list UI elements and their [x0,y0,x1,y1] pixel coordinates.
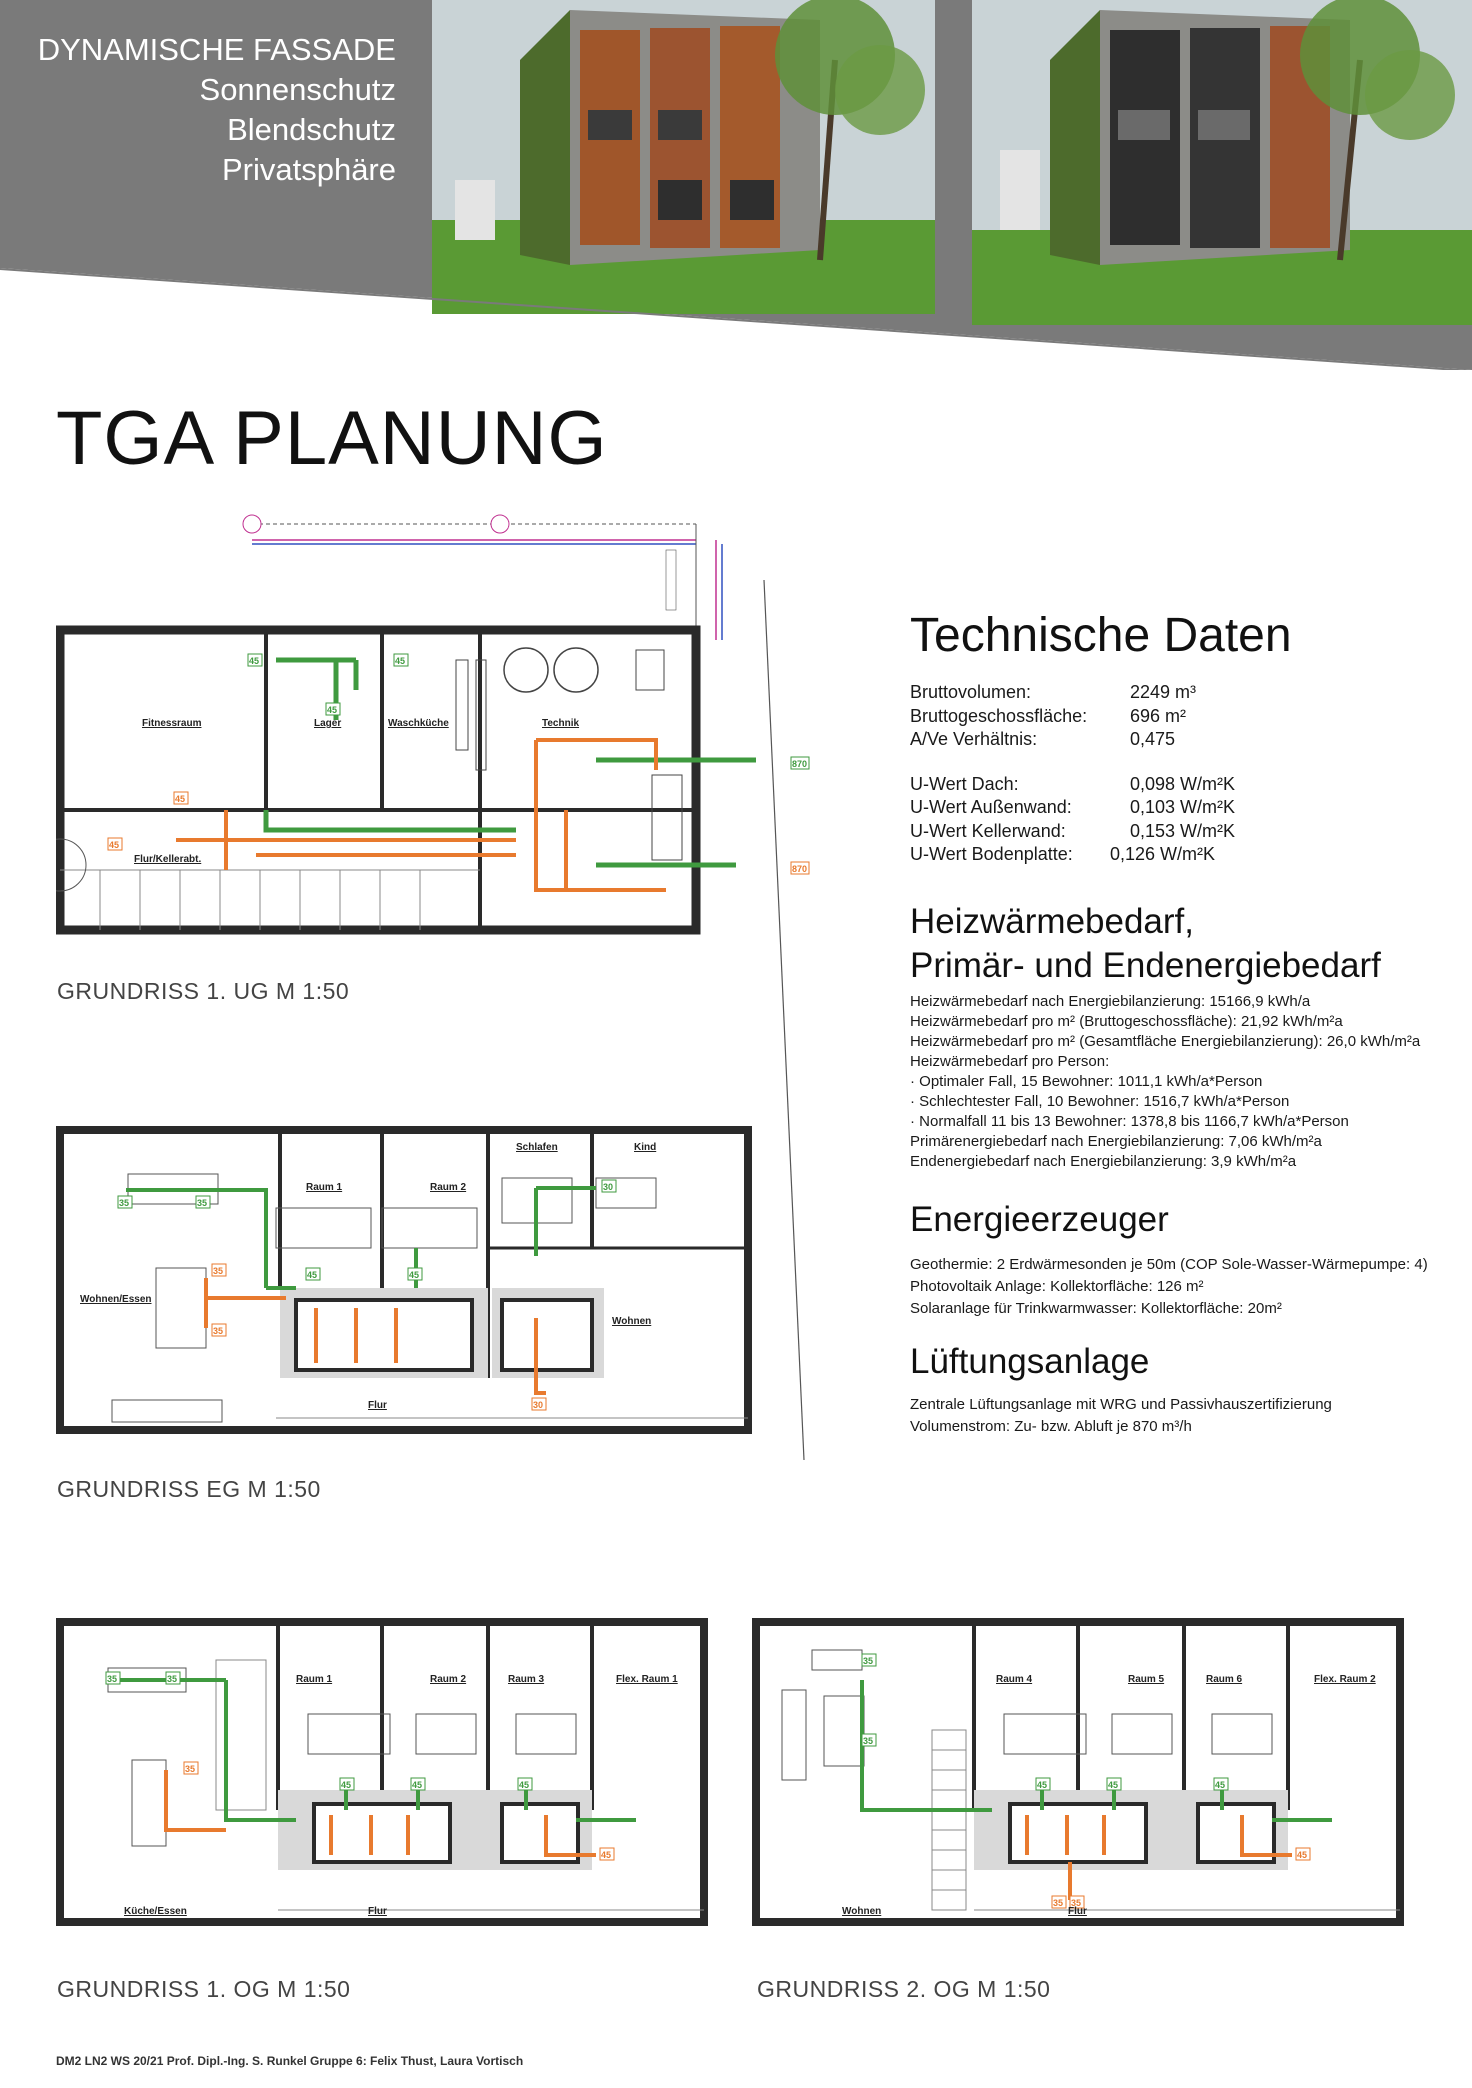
og2-room-label: Raum 6 [1206,1674,1243,1685]
text-line: Heizwärmebedarf pro Person: [910,1053,1110,1070]
text-line: Endenergiebedarf nach Energiebilanzierung: 3,9 kWh/m²a [910,1153,1297,1170]
technische-daten-section [910,608,1470,867]
svg-text:30: 30 [533,1400,544,1410]
og1-room-label: Küche/Essen [124,1906,187,1917]
svg-text:35: 35 [1071,1898,1082,1908]
svg-text:45: 45 [1215,1780,1226,1790]
og2-room-label: Flex. Raum 2 [1314,1674,1376,1685]
text-line: Heizwärmebedarf nach Energiebilanzierung: 15166,9 kWh/a [910,993,1311,1010]
og2-room-label: Wohnen [842,1906,882,1917]
svg-text:35: 35 [863,1736,874,1746]
data-row: A/Ve Verhältnis: 0,475 [910,729,1176,749]
text-line: Solaranlage für Trinkwarmwasser: Kollektorfläche: 20m² [910,1300,1282,1317]
heizwaerme-section [910,900,1470,1172]
svg-text:35: 35 [107,1674,118,1684]
banner-line-3: Blendschutz [227,112,396,147]
svg-text:870: 870 [792,864,808,874]
og1-room-label: Flex. Raum 1 [616,1674,678,1685]
text-line: · Normalfall 11 bis 13 Bewohner: 1378,8 bis 1166,7 kWh/a*Person [910,1113,1349,1130]
og1-room-label: Flur [368,1906,387,1917]
svg-text:35: 35 [119,1198,130,1208]
og1-room-label: Raum 1 [296,1674,333,1685]
svg-text:30: 30 [603,1182,614,1192]
data-row: U-Wert Außenwand: 0,103 W/m²K [910,797,1236,817]
eg-room-label: Kind [634,1142,657,1153]
text-line: Geothermie: 2 Erdwärmesonden je 50m (COP Sole-Wasser-Wärmepumpe: 4) [910,1256,1428,1273]
svg-text:35: 35 [863,1656,874,1666]
ug-room-label: Lager [314,718,342,729]
floorplan-ug [56,510,826,960]
text-line: Heizwärmebedarf pro m² (Gesamtfläche Energiebilanzierung): 26,0 kWh/m²a [910,1033,1421,1050]
section-heading: Lüftungsanlage [910,1342,1150,1381]
caption-eg: GRUNDRISS EG M 1:50 [57,1476,321,1502]
og1-room-label: Raum 2 [430,1674,467,1685]
data-row: U-Wert Kellerwand: 0,153 W/m²K [910,820,1236,841]
svg-text:45: 45 [409,1270,420,1280]
text-line: · Optimaler Fall, 15 Bewohner: 1011,1 kWh/a*Person [910,1073,1263,1090]
energieerzeuger-section [910,1198,1470,1320]
facade-render-2 [972,0,1472,325]
data-row: Bruttogeschossfläche: 696 m² [910,705,1187,726]
caption-og2: GRUNDRISS 2. OG M 1:50 [757,1976,1051,2002]
svg-text:45: 45 [341,1780,352,1790]
svg-text:45: 45 [412,1780,423,1790]
og2-room-label: Flur [1068,1906,1087,1917]
ug-room-label: Fitnessraum [142,718,202,729]
svg-text:45: 45 [395,656,406,666]
banner-line-4: Privatsphäre [221,152,396,187]
og1-room-label: Raum 3 [508,1674,545,1685]
svg-text:45: 45 [307,1270,318,1280]
svg-text:35: 35 [185,1764,196,1774]
banner-title-block [38,30,396,190]
ug-room-label: Waschküche [388,718,449,729]
banner-line-2: Sonnenschutz [199,72,396,107]
ug-room-label: Flur/Kellerabt. [134,854,202,865]
data-row: U-Wert Bodenplatte: 0,126 W/m²K [910,844,1216,864]
eg-room-label: Flur [368,1400,387,1411]
og2-room-label: Raum 4 [996,1674,1033,1685]
text-line: Photovoltaik Anlage: Kollektorfläche: 126 m² [910,1278,1204,1295]
svg-text:45: 45 [109,840,120,850]
text-line: · Schlechtester Fall, 10 Bewohner: 1516,7 kWh/a*Person [910,1093,1290,1110]
svg-text:45: 45 [175,794,186,804]
svg-text:35: 35 [213,1326,224,1336]
floorplan-og1 [56,1610,716,1950]
svg-text:45: 45 [327,705,338,715]
footer-credits: DM2 LN2 WS 20/21 Prof. Dipl.-Ing. S. Runkel Gruppe 6: Felix Thust, Laura Vortisch [56,2054,524,2068]
svg-text:45: 45 [1297,1850,1308,1860]
text-line: Heizwärmebedarf pro m² (Bruttogeschossfläche): 21,92 kWh/m²a [910,1013,1343,1030]
section-heading: Heizwärmebedarf, [910,902,1194,941]
text-line: Primärenergiebedarf nach Energiebilanzierung: 7,06 kWh/m²a [910,1133,1322,1150]
text-line: Zentrale Lüftungsanlage mit WRG und Passivhauszertifizierung [910,1396,1332,1413]
caption-ug: GRUNDRISS 1. UG M 1:50 [57,978,350,1004]
floorplan-og2 [752,1610,1412,1950]
svg-text:45: 45 [519,1780,530,1790]
header-banner [0,0,1472,370]
text-line: Volumenstrom: Zu- bzw. Abluft je 870 m³/h [910,1418,1192,1435]
eg-room-label: Raum 1 [306,1182,343,1193]
svg-text:35: 35 [1053,1898,1064,1908]
svg-text:35: 35 [167,1674,178,1684]
svg-text:45: 45 [249,656,260,666]
svg-text:45: 45 [1037,1780,1048,1790]
svg-text:45: 45 [601,1850,612,1860]
section-heading: Energieerzeuger [910,1200,1169,1239]
banner-line-1: DYNAMISCHE FASSADE [37,32,396,67]
facade-render-1 [432,0,935,314]
eg-room-label: Wohnen/Essen [80,1294,152,1305]
section-heading: Technische Daten [910,609,1292,662]
floorplan-eg [56,1118,776,1468]
ug-room-label: Technik [542,718,580,729]
page-title: TGA PLANUNG [56,396,608,481]
data-row: Bruttovolumen: 2249 m³ [910,682,1197,702]
eg-room-label: Schlafen [516,1142,558,1153]
section-heading: Primär- und Endenergiebedarf [910,946,1381,985]
svg-text:35: 35 [197,1198,208,1208]
eg-room-label: Raum 2 [430,1182,467,1193]
caption-og1: GRUNDRISS 1. OG M 1:50 [57,1976,351,2002]
lueftung-section [910,1340,1470,1438]
svg-text:45: 45 [1108,1780,1119,1790]
og2-room-label: Raum 5 [1128,1674,1165,1685]
eg-room-label: Wohnen [612,1316,652,1327]
svg-text:870: 870 [792,759,808,769]
svg-text:35: 35 [213,1266,224,1276]
data-row: U-Wert Dach: 0,098 W/m²K [910,773,1236,794]
